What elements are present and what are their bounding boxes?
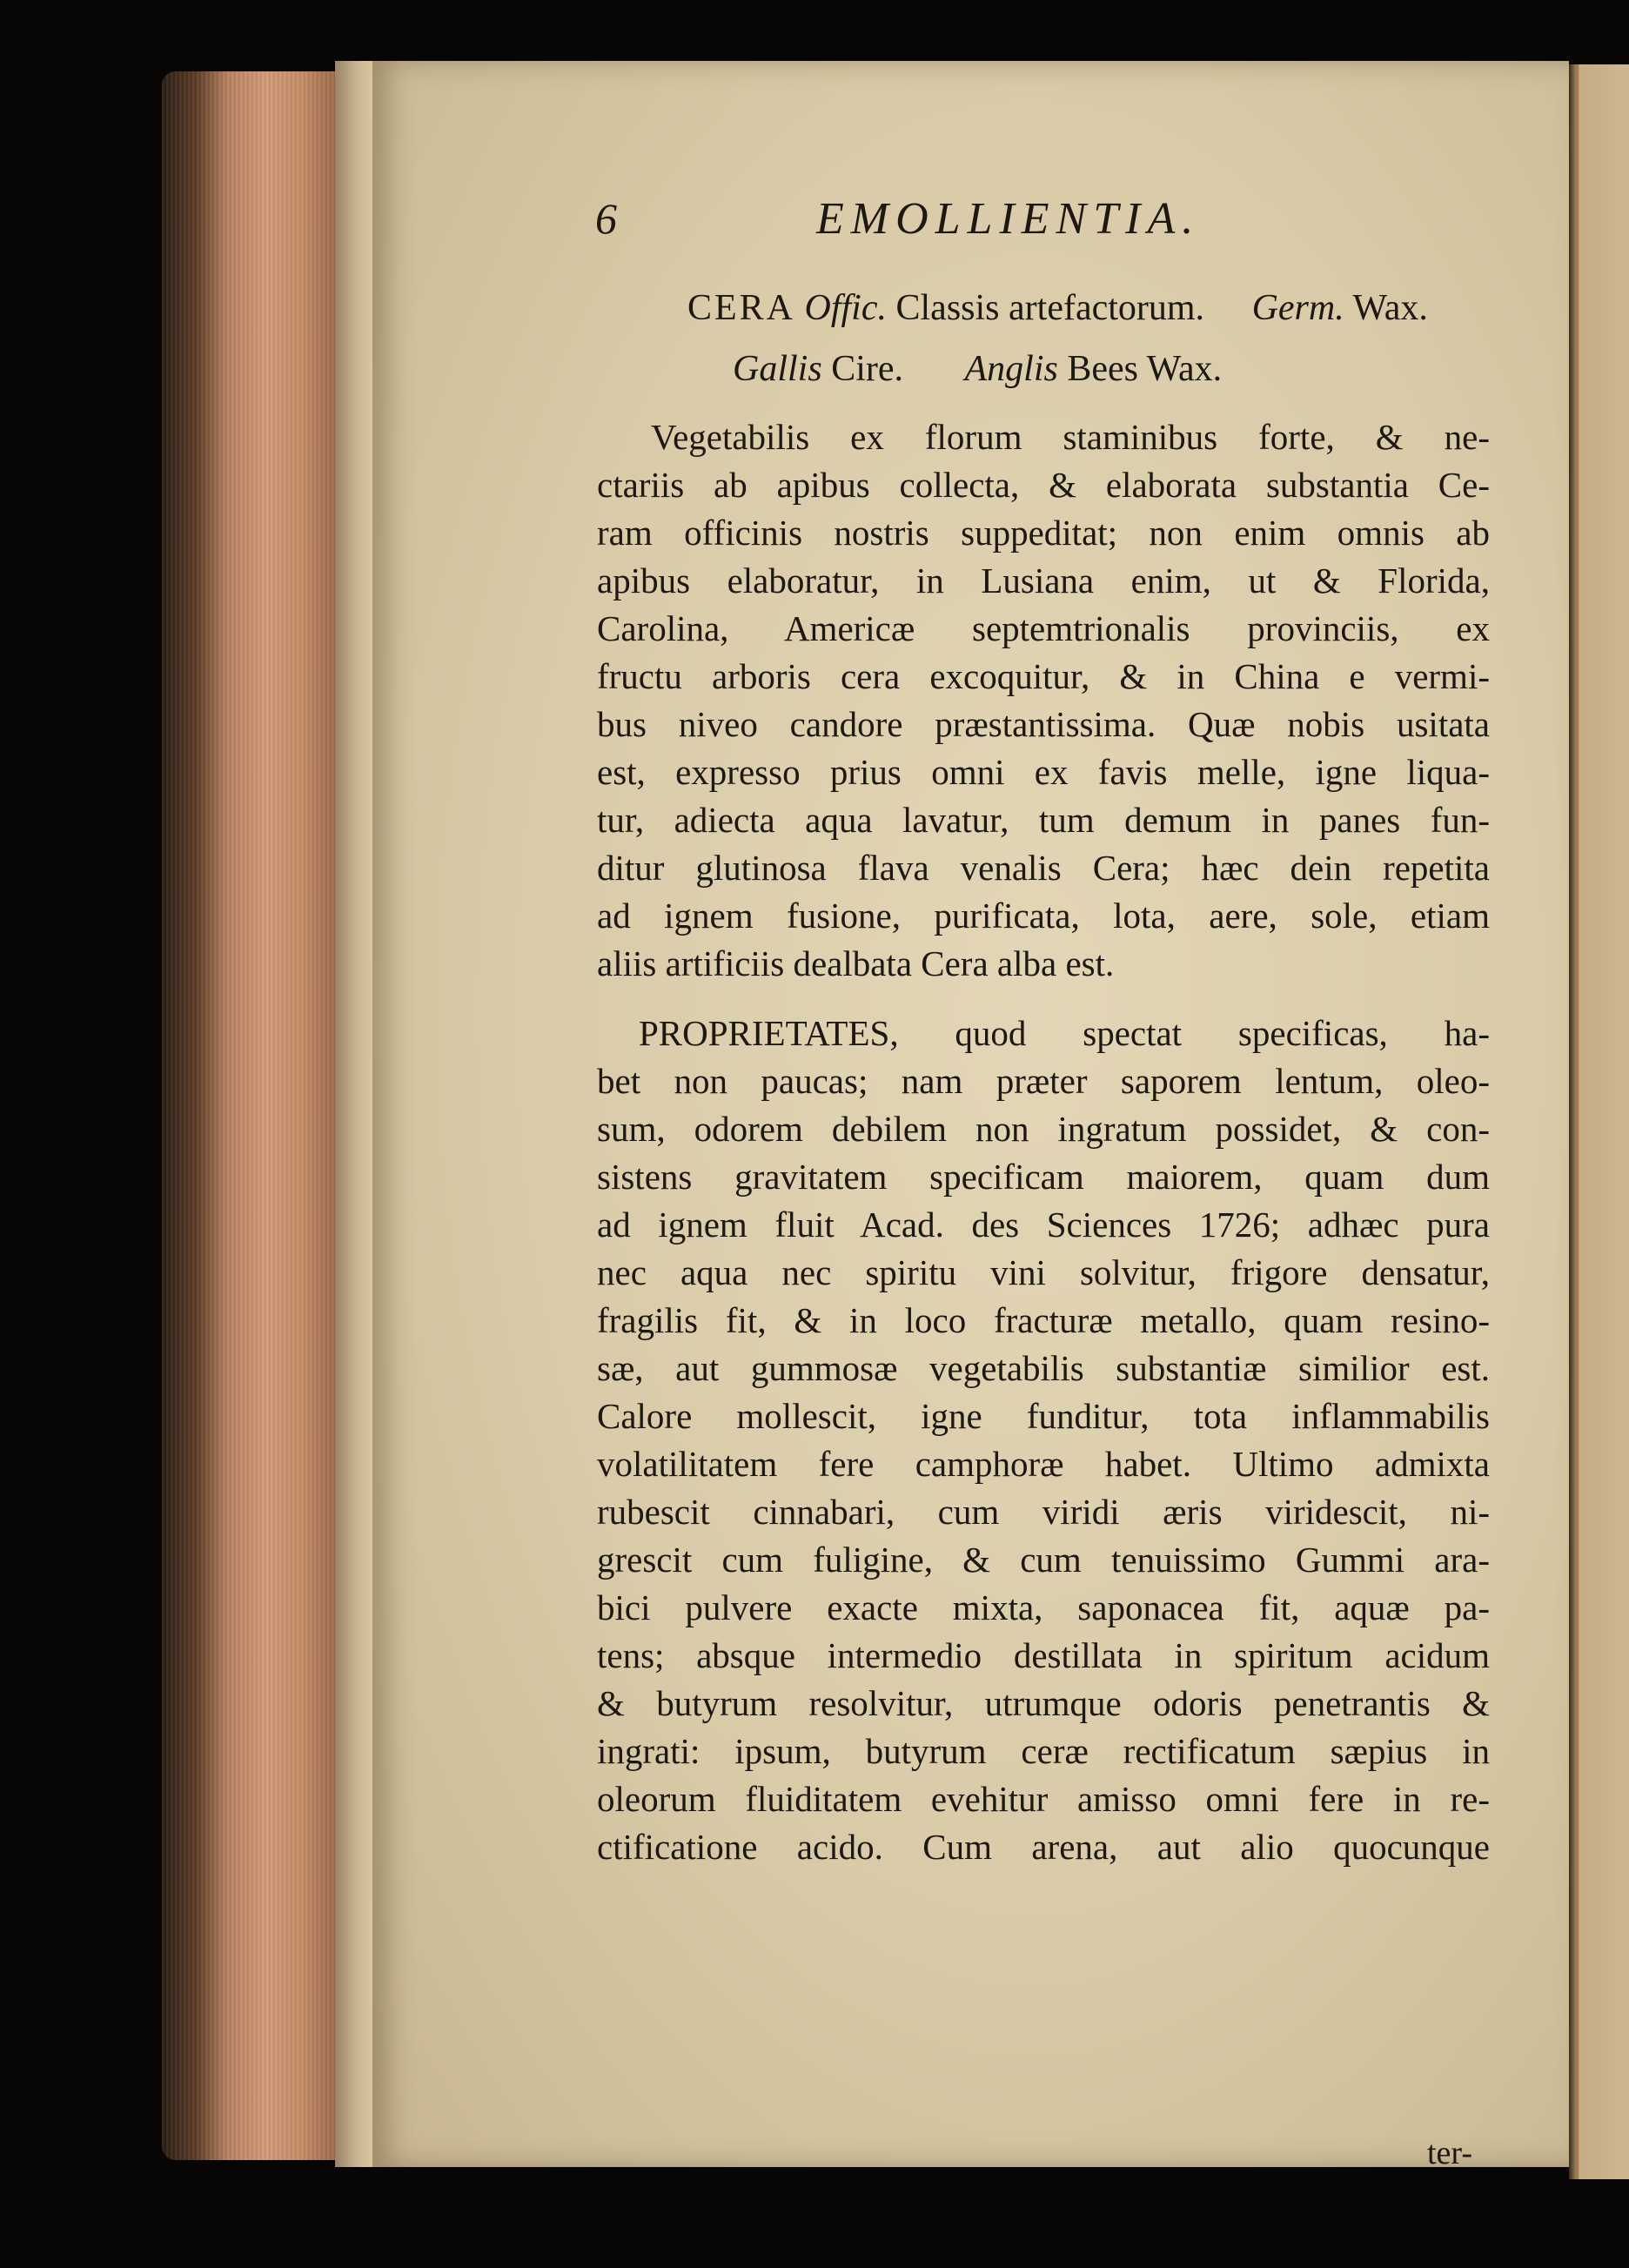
- entry-germ-value: Wax.: [1352, 288, 1428, 328]
- text-line: fragilis fit, & in loco fracturæ metallo, quam resino-: [597, 1300, 1490, 1340]
- text-line: sum, odorem debilem non ingratum possidet, & con-: [597, 1109, 1490, 1149]
- text-line: ram officinis nostris suppeditat; non enim omnis ab: [597, 513, 1490, 553]
- text-line: apibus elaboratur, in Lusiana enim, ut & Florida,: [597, 560, 1490, 601]
- text-line: & butyrum resolvitur, utrumque odoris penetrantis &: [597, 1683, 1490, 1723]
- text-line: Calore mollescit, igne funditur, tota inflammabilis: [597, 1396, 1490, 1436]
- catchword: ter-: [1427, 2135, 1472, 2171]
- text-line: oleorum fluiditatem evehitur amisso omni fere in re-: [597, 1779, 1490, 1819]
- entry-heading-line-1: [687, 287, 1428, 329]
- text-line: fructu arboris cera excoquitur, & in China e vermi-: [597, 656, 1490, 696]
- entry-offic: Offic.: [804, 288, 887, 328]
- page-gutter: [335, 61, 374, 2167]
- entry-class: Classis artefactorum.: [895, 288, 1205, 328]
- text-line: Vegetabilis ex florum staminibus forte, & ne-: [651, 417, 1490, 457]
- text-line: ditur glutinosa flava venalis Cera; hæc dein repetita: [597, 848, 1490, 888]
- entry-name: CERA: [687, 288, 796, 328]
- text-line: sistens gravitatem specificam maiorem, quam dum: [597, 1157, 1490, 1197]
- text-line: est, expresso prius omni ex favis melle, igne liqua-: [597, 752, 1490, 792]
- entry-heading-line-2: [733, 348, 1222, 390]
- text-line: ctariis ab apibus collecta, & elaborata substantia Ce-: [597, 465, 1490, 505]
- text-line: sæ, aut gummosæ vegetabilis substantiæ similior est.: [597, 1348, 1490, 1388]
- entry-germ-label: Germ.: [1251, 288, 1344, 328]
- text-line: tur, adiecta aqua lavatur, tum demum in panes fun-: [597, 800, 1490, 840]
- entry-gallis-label: Gallis: [733, 349, 822, 389]
- paragraph-description: [597, 413, 1490, 988]
- text-line: ad ignem fusione, purificata, lota, aere, sole, etiam: [597, 896, 1490, 936]
- paragraph-proprietates: [597, 1010, 1490, 1871]
- text-line: ingrati: ipsum, butyrum ceræ rectificatum sæpius in: [597, 1731, 1490, 1771]
- text-line: aliis artificiis dealbata Cera alba est.: [597, 943, 1115, 983]
- text-line: PROPRIETATES, quod spectat specificas, ha-: [639, 1013, 1490, 1053]
- page-edges: [162, 71, 349, 2160]
- text-line: Carolina, Americæ septemtrionalis provinciis, ex: [597, 608, 1490, 648]
- text-line: tens; absque intermedio destillata in spiritum acidum: [597, 1635, 1490, 1675]
- text-line: volatilitatem fere camphoræ habet. Ultimo admixta: [597, 1444, 1490, 1484]
- entry-anglis-value: Bees Wax.: [1067, 349, 1223, 389]
- text-line: bici pulvere exacte mixta, saponacea fit, aquæ pa-: [597, 1587, 1490, 1627]
- text-line: rubescit cinnabari, cum viridi æris viridescit, ni-: [597, 1492, 1490, 1532]
- text-line: ctificatione acido. Cum arena, aut alio quocunque: [597, 1827, 1490, 1867]
- text-line: bus niveo candore præstantissima. Quæ nobis usitata: [597, 704, 1490, 744]
- text-line: bet non paucas; nam præter saporem lentum, oleo-: [597, 1061, 1490, 1101]
- text-line: ad ignem fluit Acad. des Sciences 1726; adhæc pura: [597, 1204, 1490, 1245]
- page-number: 6: [595, 194, 617, 243]
- running-head: EMOLLIENTIA.: [816, 194, 1201, 244]
- facing-page-edge: [1569, 64, 1629, 2179]
- entry-gallis-value: Cire.: [831, 349, 903, 389]
- text-line: nec aqua nec spiritu vini solvitur, frigore densatur,: [597, 1252, 1490, 1292]
- text-line: grescit cum fuligine, & cum tenuissimo Gummi ara-: [597, 1540, 1490, 1580]
- entry-anglis-label: Anglis: [964, 349, 1058, 389]
